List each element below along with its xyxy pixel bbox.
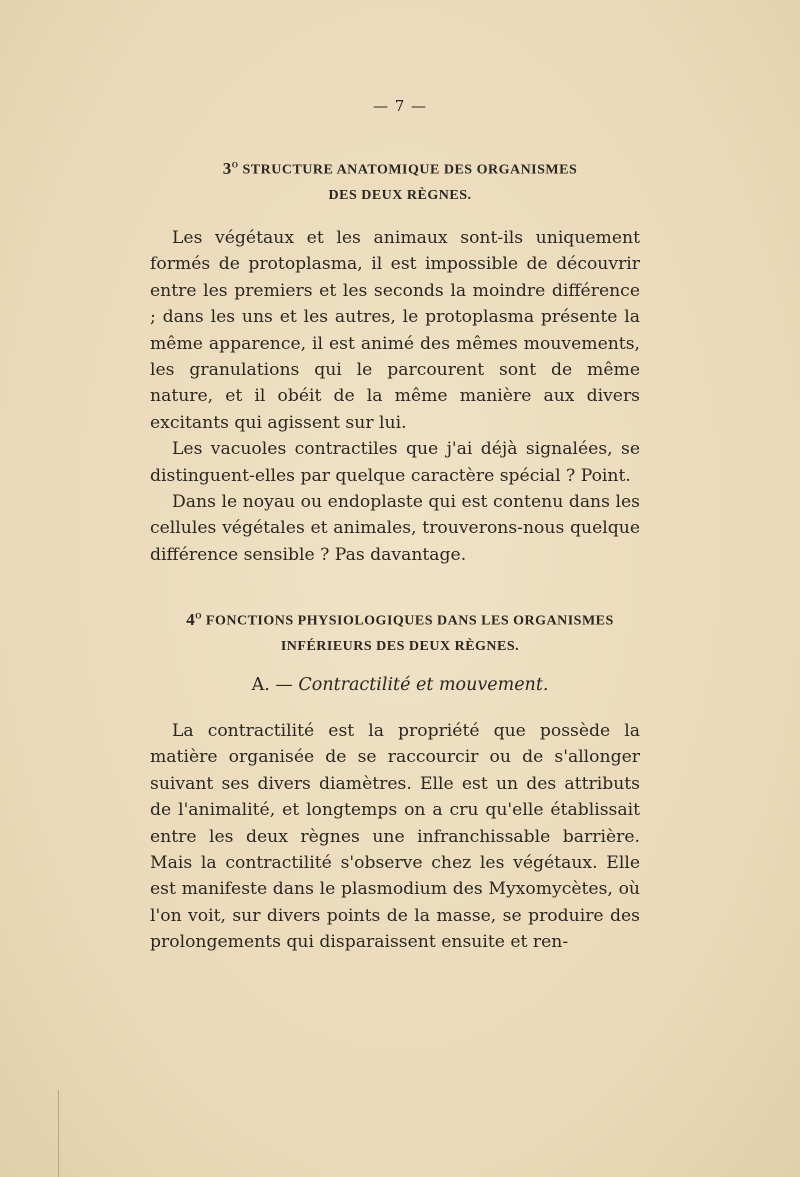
subsection-a-heading bbox=[0, 675, 800, 695]
paragraph: Les végétaux et les animaux sont-ils uniquement formés de protoplasma, il est impossible de découvrir entre les premiers et les seconds la moindre différence ; dans les uns et les autres, le protoplasma présente la même apparence, il est animé des mêmes mouvements, les granulations qui le parcourent sont de même nature, et il obéit de la même manière aux divers excitants qui agissent sur lui. bbox=[150, 228, 640, 433]
section-4-body bbox=[150, 718, 640, 956]
section-3-title-line2: DES DEUX RÈGNES. bbox=[328, 187, 472, 203]
subsection-a-label: A. — bbox=[251, 675, 293, 695]
section-4-number: 4$^o$ bbox=[186, 609, 202, 629]
paragraph: La contractilité est la propriété que possède la matière organisée de se raccourcir ou de s'allonger suivant ses divers diamètres. Elle est un des attributs de l'animalité, et longtemps on a cru qu'elle établissait entre les deux règnes une infranchissable barrière. Mais la contractilité s'observe chez les végétaux. Elle est manifeste dans le plasmodium des Myxomycètes, où l'on voit, sur divers points de la masse, se produire des prolongements qui disparaissent ensuite et ren- bbox=[150, 721, 640, 953]
paragraph: Dans le noyau ou endoplaste qui est contenu dans les cellules végétales et animales, trouverons-nous quelque différence sensible ? Pas davantage. bbox=[150, 492, 640, 565]
section-3-title-line1: STRUCTURE ANATOMIQUE DES ORGANISMES bbox=[242, 162, 578, 178]
section-4-title-line1: FONCTIONS PHYSIOLOGIQUES DANS LES ORGANISMES bbox=[205, 613, 614, 629]
subsection-a-title: Contractilité et mouvement. bbox=[298, 675, 549, 695]
section-3-number: 3$^o$ bbox=[222, 158, 239, 178]
binding-edge-mark bbox=[30, 1090, 59, 1177]
section-4-title-line2: INFÉRIEURS DES DEUX RÈGNES. bbox=[280, 638, 520, 654]
paragraph: Les vacuoles contractiles que j'ai déjà signalées, se distinguent-elles par quelque caractère spécial ? Point. bbox=[150, 439, 640, 486]
page-number: — 7 — bbox=[372, 97, 428, 115]
section-3-body bbox=[150, 225, 640, 568]
section-4-heading bbox=[150, 603, 650, 659]
section-3-heading bbox=[150, 152, 650, 208]
